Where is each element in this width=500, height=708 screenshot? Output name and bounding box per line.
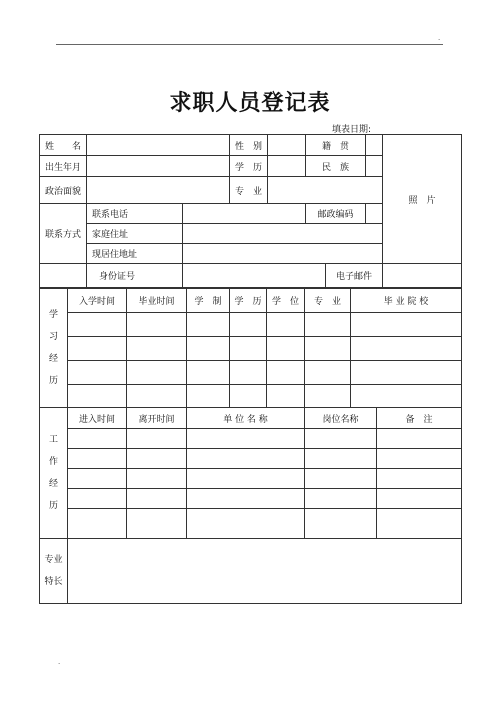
cell[interactable] <box>351 337 462 361</box>
gender-field[interactable] <box>268 135 306 156</box>
cell[interactable] <box>127 385 187 408</box>
home-address-field[interactable] <box>183 224 383 244</box>
work-header-position: 岗位名称 <box>305 408 377 429</box>
cell[interactable] <box>127 469 187 489</box>
cell[interactable] <box>187 313 230 337</box>
study-header-enroll: 入学时间 <box>68 289 127 313</box>
top-rule <box>56 44 443 45</box>
table-row <box>40 469 462 489</box>
skill-field[interactable] <box>68 539 462 604</box>
cell[interactable] <box>377 449 462 469</box>
current-address-field[interactable] <box>183 244 383 264</box>
phone-field[interactable] <box>183 204 306 224</box>
page-title: 求职人员登记表 <box>169 91 331 116</box>
cell[interactable] <box>127 509 187 539</box>
work-header-start: 进入时间 <box>68 408 127 429</box>
major-field[interactable] <box>268 177 383 204</box>
cell[interactable] <box>187 337 230 361</box>
cell[interactable] <box>68 385 127 408</box>
cell[interactable] <box>305 449 377 469</box>
cell[interactable] <box>377 469 462 489</box>
native-field[interactable] <box>366 135 383 156</box>
table-row <box>40 337 462 361</box>
id-card-label: 身份证号 <box>87 264 183 288</box>
cell[interactable] <box>68 469 127 489</box>
cell[interactable] <box>377 509 462 539</box>
study-experience-table <box>39 288 462 408</box>
study-header-graduate: 毕业时间 <box>127 289 187 313</box>
work-header-end: 离开时间 <box>127 408 187 429</box>
table-row <box>40 313 462 337</box>
skills-table <box>39 538 462 604</box>
cell[interactable] <box>305 313 351 337</box>
basic-info-grid <box>39 134 462 288</box>
education-label: 学 历 <box>230 156 268 177</box>
postcode-label: 邮政编码 <box>306 204 366 224</box>
table-row <box>40 385 462 408</box>
email-field[interactable] <box>383 264 462 288</box>
education-field[interactable] <box>268 156 306 177</box>
cell[interactable] <box>305 337 351 361</box>
current-address-label: 现居住地址 <box>87 244 183 264</box>
corner-mark: · <box>438 36 441 44</box>
birth-label: 出生年月 <box>40 156 87 177</box>
table-row <box>40 429 462 449</box>
cell[interactable] <box>305 385 351 408</box>
home-address-label: 家庭住址 <box>87 224 183 244</box>
cell[interactable] <box>267 313 305 337</box>
cell[interactable] <box>230 337 267 361</box>
cell[interactable] <box>127 361 187 385</box>
table-row <box>40 361 462 385</box>
contact-label: 联系方式 <box>40 204 87 264</box>
study-header-school: 毕 业 院 校 <box>351 289 462 313</box>
table-row <box>40 449 462 469</box>
cell[interactable] <box>230 361 267 385</box>
political-label: 政治面貌 <box>40 177 87 204</box>
cell[interactable] <box>377 429 462 449</box>
ethnicity-label: 民 族 <box>306 156 366 177</box>
photo-box[interactable]: 照 片 <box>383 135 462 264</box>
cell[interactable] <box>187 385 230 408</box>
cell[interactable] <box>68 361 127 385</box>
cell[interactable] <box>68 429 127 449</box>
political-field[interactable] <box>87 177 230 204</box>
work-header-company: 单 位 名 称 <box>187 408 305 429</box>
cell[interactable] <box>68 449 127 469</box>
cell[interactable] <box>68 489 127 509</box>
cell[interactable] <box>351 313 462 337</box>
cell[interactable] <box>127 489 187 509</box>
skill-side-label: 专业 特长 <box>40 539 68 604</box>
cell[interactable] <box>351 385 462 408</box>
cell[interactable] <box>187 489 305 509</box>
cell[interactable] <box>187 509 305 539</box>
cell[interactable] <box>305 509 377 539</box>
postcode-field[interactable] <box>366 204 383 224</box>
cell[interactable] <box>377 489 462 509</box>
cell[interactable] <box>127 449 187 469</box>
study-side-label: 学 习 经 历 <box>40 289 68 408</box>
cell[interactable] <box>267 337 305 361</box>
name-label: 姓 名 <box>40 135 87 156</box>
table-row <box>40 509 462 539</box>
gender-label: 性 别 <box>230 135 268 156</box>
name-field[interactable] <box>87 135 230 156</box>
cell[interactable] <box>187 469 305 489</box>
study-header-major: 专 业 <box>305 289 351 313</box>
cell[interactable] <box>187 429 305 449</box>
id-spacer <box>40 264 87 288</box>
cell[interactable] <box>127 313 187 337</box>
major-label: 专 业 <box>230 177 268 204</box>
cell[interactable] <box>305 489 377 509</box>
cell[interactable] <box>267 385 305 408</box>
email-label: 电子邮件 <box>326 264 383 288</box>
table-row <box>40 489 462 509</box>
ethnicity-field[interactable] <box>366 156 383 177</box>
birth-field[interactable] <box>87 156 230 177</box>
cell[interactable] <box>351 361 462 385</box>
cell[interactable] <box>127 337 187 361</box>
cell[interactable] <box>187 449 305 469</box>
cell[interactable] <box>267 361 305 385</box>
phone-label: 联系电话 <box>87 204 183 224</box>
cell[interactable] <box>230 313 267 337</box>
cell[interactable] <box>305 361 351 385</box>
study-header-degree-level: 学 历 <box>230 289 267 313</box>
fill-date-label: 填表日期: <box>332 125 372 135</box>
study-header-length: 学 制 <box>187 289 230 313</box>
cell[interactable] <box>187 361 230 385</box>
cell[interactable] <box>127 429 187 449</box>
work-header-remarks: 备 注 <box>377 408 462 429</box>
work-side-label: 工 作 经 历 <box>40 408 68 539</box>
cell[interactable] <box>230 385 267 408</box>
corner-mark-bottom: · <box>58 660 61 668</box>
cell[interactable] <box>68 337 127 361</box>
id-card-field[interactable] <box>183 264 326 288</box>
cell[interactable] <box>305 429 377 449</box>
cell[interactable] <box>305 469 377 489</box>
work-experience-table <box>39 407 462 539</box>
native-label: 籍 贯 <box>306 135 366 156</box>
study-header-degree: 学 位 <box>267 289 305 313</box>
cell[interactable] <box>68 509 127 539</box>
cell[interactable] <box>68 313 127 337</box>
